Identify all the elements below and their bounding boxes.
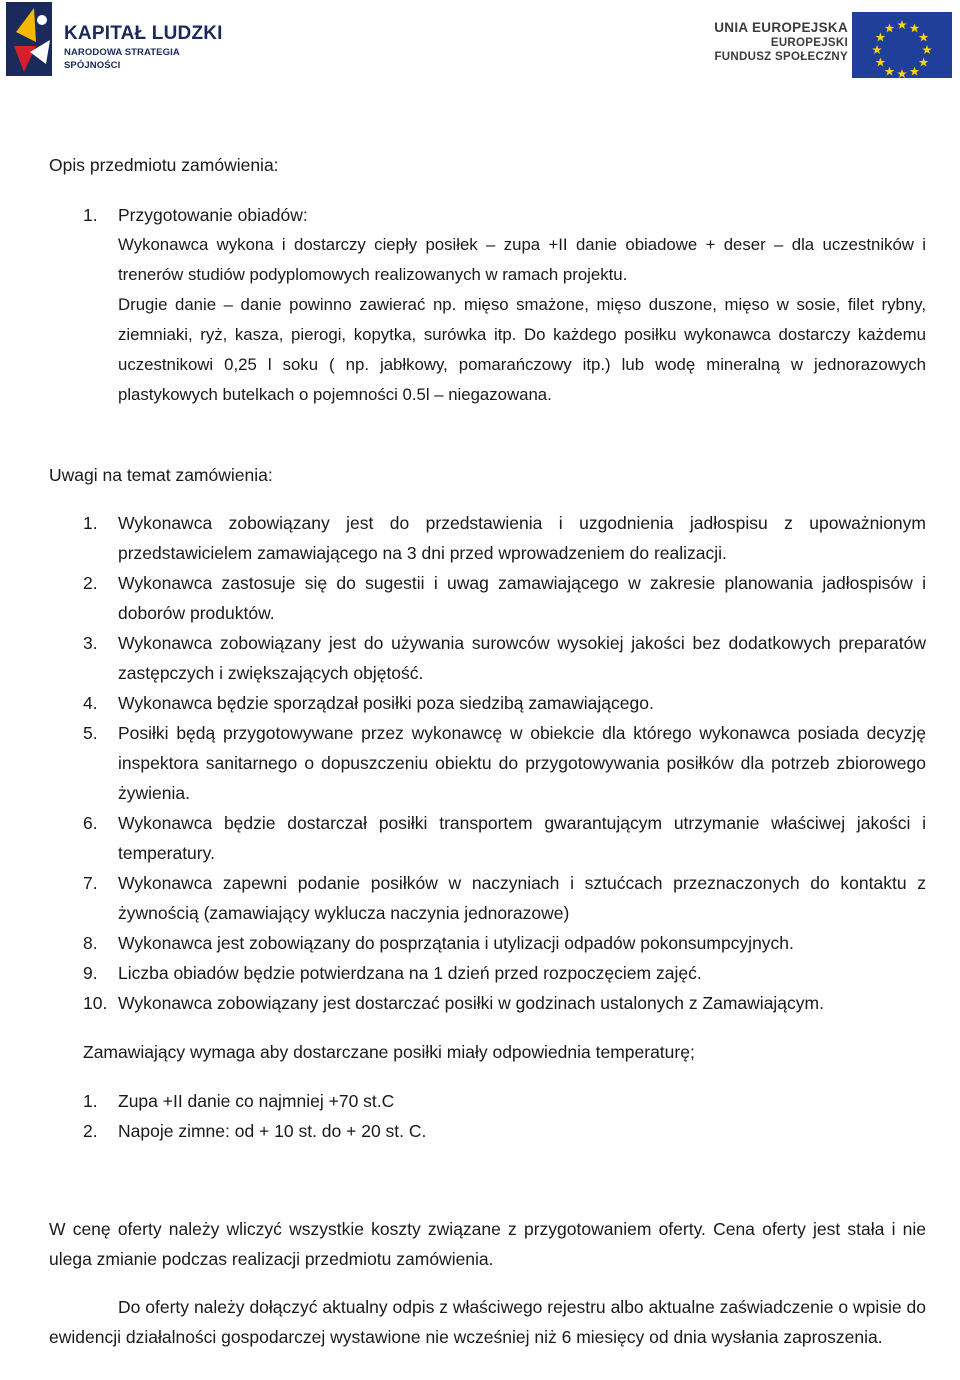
eu-flag-icon <box>852 12 952 78</box>
temperature-item-text: Zupa +II danie co najmniej +70 st.C <box>118 1091 395 1111</box>
kapital-ludzki-subtitle: NARODOWA STRATEGIA SPÓJNOŚCI <box>64 47 180 71</box>
uwagi-item-number: 3. <box>83 633 98 653</box>
price-paragraph: W cenę oferty należy wliczyć wszystkie koszty związane z przygotowaniem oferty. Cena oferty jest stała i nie ulega zmianie podczas realizacji przedmiotu zamówienia. <box>49 1219 926 1269</box>
attachment-paragraph: Do oferty należy dołączyć aktualny odpis z właściwego rejestru albo aktualne zaświadczenie o wpisie do ewidencji działalności gospodarczej wystawione nie wcześniej niż 6 miesięcy od dnia wysłania zaproszenia. <box>49 1297 926 1347</box>
uwagi-item-text: Wykonawca zobowiązany jest do używania surowców wysokiej jakości bez dodatkowych preparatów zastępczych i zwiększających objętość. <box>118 633 926 683</box>
uwagi-item-text: Wykonawca jest zobowiązany do posprzątania i utylizacji odpadów pokonsumpcyjnych. <box>118 933 794 953</box>
uwagi-item-number: 2. <box>83 573 98 593</box>
uwagi-item-text: Wykonawca będzie sporządzał posiłki poza siedzibą zamawiającego. <box>118 693 654 713</box>
uwagi-item-number: 10. <box>83 993 108 1013</box>
uwagi-item-text: Posiłki będą przygotowywane przez wykonawcę w obiekcie dla którego wykonawca posiada decyzję inspektora sanitarnego o dopuszczeniu obiektu do przygotowywania posiłków dla potrzeb zbiorowego żywienia. <box>118 723 926 803</box>
uwagi-item-text: Wykonawca zapewni podanie posiłków w naczyniach i sztućcach przeznaczonych do kontaktu z żywnością (zamawiający wyklucza naczynia jednorazowe) <box>118 873 926 923</box>
uwagi-item-number: 9. <box>83 963 98 983</box>
section1-paragraph-1: Wykonawca wykona i dostarczy ciepły posiłek – zupa +II danie obiadowe + deser – dla uczestników i trenerów studiów podyplomowych realizowanych w ramach projektu. <box>118 235 926 284</box>
uwagi-item-number: 5. <box>83 723 98 743</box>
eu-logo <box>708 12 954 78</box>
uwagi-item-number: 7. <box>83 873 98 893</box>
section-heading-opis: Opis przedmiotu zamówienia: <box>49 155 279 175</box>
eu-logo-line1: UNIA EUROPEJSKA <box>714 20 848 35</box>
section1-item-number: 1. <box>83 205 98 225</box>
temperature-item-number: 2. <box>83 1121 98 1141</box>
uwagi-item-number: 6. <box>83 813 98 833</box>
uwagi-item-number: 4. <box>83 693 98 713</box>
kapital-ludzki-emblem-icon <box>6 2 56 76</box>
uwagi-item-text: Wykonawca zobowiązany jest dostarczać posiłki w godzinach ustalonych z Zamawiającym. <box>118 993 824 1013</box>
eu-logo-line2: EUROPEJSKI <box>770 37 848 49</box>
section1-item-title: Przygotowanie obiadów: <box>118 205 308 225</box>
uwagi-item-text: Liczba obiadów będzie potwierdzana na 1 dzień przed rozpoczęciem zajęć. <box>118 963 702 983</box>
uwagi-item-text: Wykonawca zastosuje się do sugestii i uwag zamawiającego w zakresie planowania jadłospisów i doborów produktów. <box>118 573 926 623</box>
uwagi-item-number: 1. <box>83 513 98 533</box>
uwagi-item-text: Wykonawca będzie dostarczał posiłki transportem gwarantującym utrzymanie właściwej jakości i temperatury. <box>118 813 926 863</box>
temperature-intro: Zamawiający wymaga aby dostarczane posiłki miały odpowiednia temperaturę; <box>83 1042 695 1062</box>
section1-paragraph-3: Do każdego posiłku wykonawca dostarczy każdemu uczestnikowi 0,25 l soku ( np. jabłkowy, pomarańczowy itp.) lub wodę mineralną w jednorazowych plastykowych butelkach o pojemności 0.5l – niegazowana. <box>118 325 926 404</box>
section-heading-uwagi: Uwagi na temat zamówienia: <box>49 465 273 485</box>
kapital-ludzki-title: KAPITAŁ LUDZKI <box>64 23 223 44</box>
eu-logo-line3: FUNDUSZ SPOŁECZNY <box>714 51 848 63</box>
kapital-ludzki-logo <box>6 2 236 76</box>
uwagi-item-number: 8. <box>83 933 98 953</box>
section1-paragraph-2: Drugie danie – danie powinno zawierać np. mięso smażone, mięso duszone, mięso w sosie, filet rybny, ziemniaki, ryż, kasza, pierogi, kopytka, surówka itp. <box>118 295 926 344</box>
temperature-item-number: 1. <box>83 1091 98 1111</box>
uwagi-item-text: Wykonawca zobowiązany jest do przedstawienia i uzgodnienia jadłospisu z upoważnionym przedstawicielem zamawiającego na 3 dni przed wprowadzeniem do realizacji. <box>118 513 926 563</box>
temperature-item-text: Napoje zimne: od + 10 st. do + 20 st. C. <box>118 1121 427 1141</box>
